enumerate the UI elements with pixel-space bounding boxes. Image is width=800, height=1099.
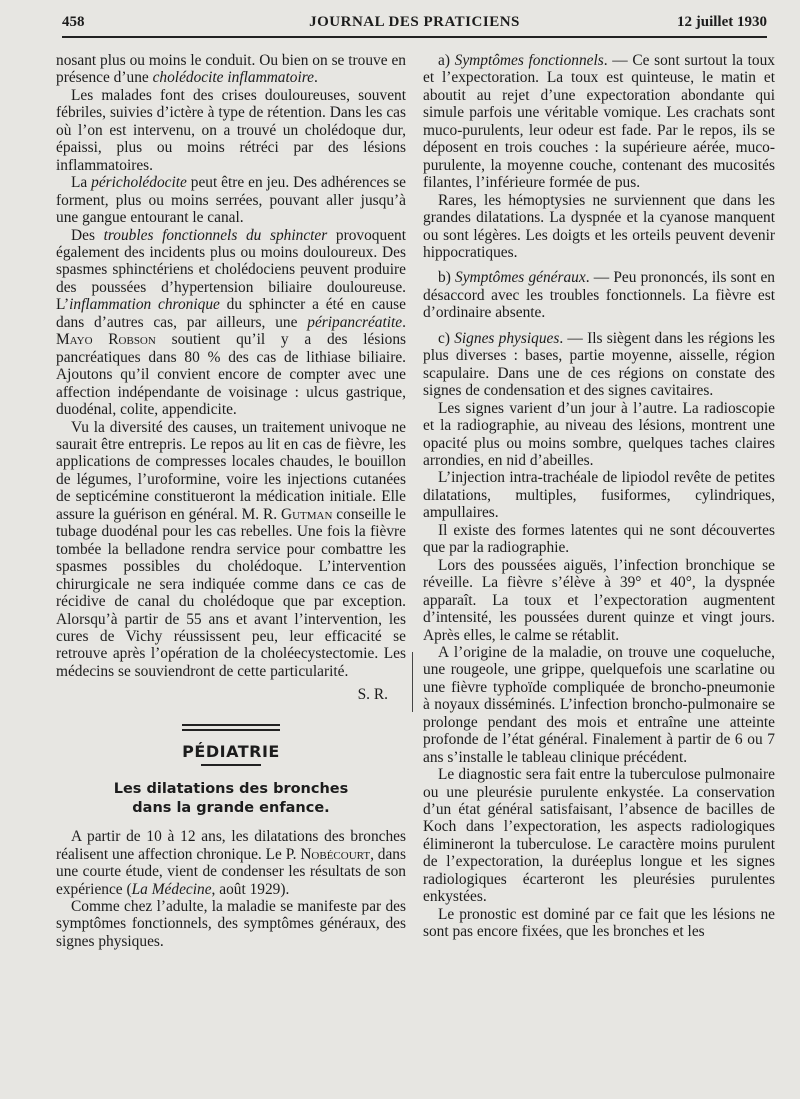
paragraph: A l’origine de la maladie, on trouve une coqueluche, une rougeole, une grippe, quelquefois une scarlatine ou une fièvre typhoïde compliquée de broncho-pneumonie à noyaux disséminés. L’infection broncho-pulmonaire se prolonge pendant des mois et entraîne une atteinte profonde de l’état général. Finalement à partir de 6 ou 7 ans s’installe le tableau clinique précédent. bbox=[423, 643, 775, 766]
author-name: Gutman bbox=[280, 505, 333, 523]
paragraph: Des troubles fonctionnels du sphincter provoquent également des incidents plus ou moins douloureux. Des spasmes sphinctériens et cholédociens peuvent produire des poussées d’hypertension biliaire douloureuse. L’inflammation chronique du sphincter a été en cause dans d’autres cas, par ailleurs, une péripancréatite. Mayo Robson soutient qu’il y a des lésions pancréatiques dans 80 % des cas de lithiase biliaire. Ajoutons qu’il convient encore de compter avec une affection indépendante de voisinage : ulcus gastrique, duodénal, colite, appendicite. bbox=[56, 226, 407, 419]
issue-date: 12 juillet 1930 bbox=[677, 14, 767, 30]
author-name: Mayo Robson bbox=[56, 331, 156, 349]
paragraph: a) Symptômes fonctionnels. — Ce sont surtout la toux et l’expectoration. La toux est quinteuse, le matin et aboutit au rejet d’une expectoration abondante qui simule parfois une véritable vomique. Les crachats sont muco-purulents, leur odeur est fade. Par le repos, ils se déposent en trois couches : la supérieure aérée, muco-purulente, la moyenne couche, contenant des mucosités filantes, l’inférieure formée de pus. bbox=[423, 52, 775, 192]
paragraph: Il existe des formes latentes qui ne sont découvertes que par la radiographie. bbox=[423, 521, 775, 557]
signature: S. R. bbox=[357, 686, 388, 704]
journal-title: JOURNAL DES PRATICIENS bbox=[309, 14, 520, 30]
paragraph: nosant plus ou moins le conduit. Ou bien on se trouve en présence d’une cholédocite inflammatoire. bbox=[56, 52, 406, 87]
article-title: Les dilatations des bronches dans la grande enfance. bbox=[113, 781, 349, 817]
paragraph: La péricholédocite peut être en jeu. Des adhérences se forment, plus ou moins serrées, pouvant aller jusqu’à une gangue entourant le canal. bbox=[56, 174, 406, 227]
paragraph: L’injection intra-trachéale de lipiodol revête de petites dilatations, multiples, fusiformes, cylindriques, ampullaires. bbox=[423, 469, 775, 522]
paragraph: Les signes varient d’un jour à l’autre. La radioscopie et la radiographie, au niveau des lésions, montrent une opacité plus ou moins sombre, quelques taches claires arrondies, en nid d’abeilles. bbox=[423, 399, 775, 469]
paragraph: Vu la diversité des causes, un traitement univoque ne saurait être entrepris. Le repos au lit en cas de fièvre, les applications de compresses locales chaudes, le bouillon de légumes, l’uroformine, voire les injections cutanées de septicémine constitueront la médication initiale. Elle assure la guérison en général. M. R. Gutman conseille le tubage duodénal pour les cas rebelles. Une fois la fièvre tombée la belladone rendra service pour combattre les spasmes possibles du cholédoque. L’intervention chirurgicale ne sera indiquée comme dans ce cas de récidive de canal du cholédoque que par exception. Alorsqu’à partir de 55 ans et avant l’intervention, les cures de Vichy réussissent peu, leur efficacité se retrouve après l’opération de la choléecystectomie. Les médecins se souviendront de cette particularité. bbox=[56, 418, 406, 680]
right-column bbox=[423, 52, 775, 941]
section-separator bbox=[182, 724, 280, 731]
page-header bbox=[62, 14, 767, 36]
section-heading: PÉDIATRIE bbox=[182, 741, 280, 761]
header-rule bbox=[62, 36, 767, 38]
author-name: Nobécourt bbox=[300, 845, 371, 863]
paragraph: c) Signes physiques. — Ils siègent dans les régions les plus diverses : bases, partie moyenne, aisselle, région scapulaire. Dans une de ces régions on constate des signes de condensation et des signes cavitaires. bbox=[423, 329, 775, 400]
section-rule bbox=[201, 764, 261, 766]
paragraph: Comme chez l’adulte, la maladie se manifeste par des symptômes fonctionnels, des symptômes généraux, des signes physiques. bbox=[56, 898, 406, 950]
page-number: 458 bbox=[62, 14, 85, 30]
paragraph: Le diagnostic sera fait entre la tuberculose pulmonaire ou une pleurésie purulente enkystée. La conservation d’un état général satisfaisant, l’absence de bacilles de Koch dans l’expectoration, les aspects radiologiques élimineront la tuberculose. Le caractère moins purulent de l’expectoration, la duréeplus longue et les signes radiologiques écarteront les pleurésies purulentes enkystées. bbox=[423, 766, 775, 906]
paragraph: A partir de 10 à 12 ans, les dilatations des bronches réalisent une affection chronique. Le P. Nobécourt, dans une courte étude, vient de condenser les résultats de son expérience (La Médecine, août 1929). bbox=[56, 828, 406, 898]
paragraph: Les malades font des crises douloureuses, souvent fébriles, suivies d’ictère à type de rétention. Dans les cas où l’on est intervenu, on a trouvé un cholédoque dur, épaissi, plus ou moins rétréci par des lésions inflammatoires. bbox=[56, 86, 406, 174]
paragraph: Le pronostic est dominé par ce fait que les lésions ne sont pas encore fixées, que les bronches et les bbox=[423, 905, 775, 941]
paragraph: b) Symptômes généraux. — Peu prononcés, ils sont en désaccord avec les troubles fonctionnels. La fièvre est d’ordinaire absente. bbox=[423, 269, 775, 322]
paragraph: Rares, les hémoptysies ne surviennent que dans les grandes dilatations. La dyspnée et la cyanose manquent ou sont légères. Les doigts et les orteils peuvent devenir hippocratiques. bbox=[423, 191, 775, 261]
left-column bbox=[56, 52, 406, 950]
column-rule bbox=[412, 652, 413, 712]
paragraph: Lors des poussées aiguës, l’infection bronchique se réveille. La fièvre s’élève à 39° et 40°, la dyspnée apparaît. La toux et l’expectoration augmentent d’intensité, les poussées durent quinze et vingt jours. Après elles, le calme se rétablit. bbox=[423, 556, 775, 644]
